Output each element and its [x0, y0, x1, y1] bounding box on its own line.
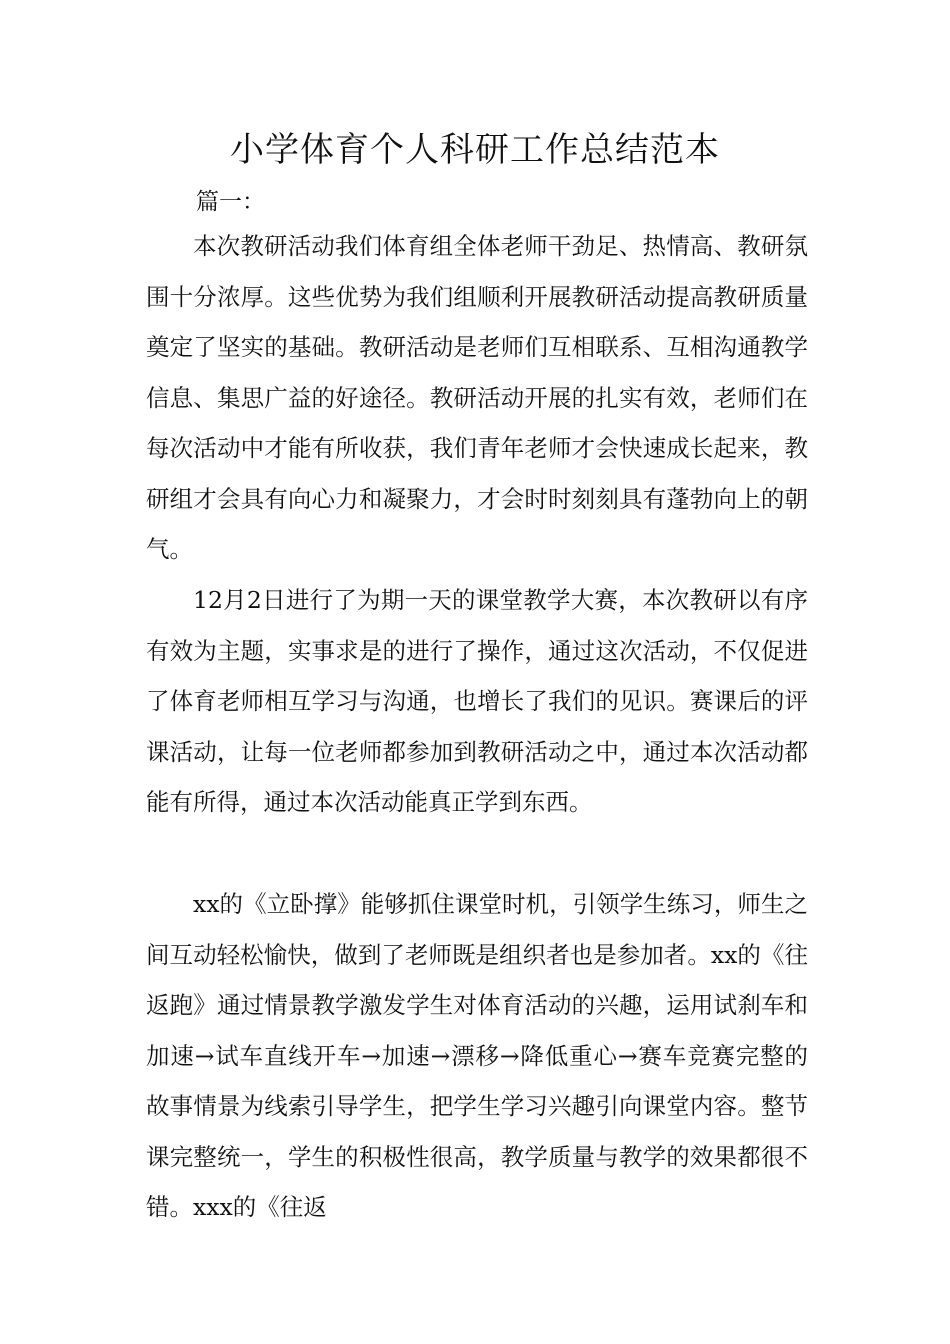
paragraph-1: 本次教研活动我们体育组全体老师干劲足、热情高、教研氛围十分浓厚。这些优势为我们组顺利开展教研活动提高教研质量奠定了坚实的基础。教研活动是老师们互相联系、互相沟通教学信息、集思广益的好途径。教研活动开展的扎实有效，老师们在每次活动中才能有所收获，我们青年老师才会快速成长起来，教研组才会具有向心力和凝聚力，才会时时刻刻具有蓬勃向上的朝气。	[146, 232, 808, 563]
section-label: 篇一：	[196, 189, 265, 215]
paragraph-3: xx的《立卧撑》能够抓住课堂时机，引领学生练习，师生之间互动轻松愉快，做到了老师既是组织者也是参加者。xx的《往返跑》通过情景教学激发学生对体育活动的兴趣，运用试刹车和加速→试车直线开车→加速→漂移→降低重心→赛车竞赛完整的故事情景为线索引导学生，把学生学习兴趣引向课堂内容。整节课完整统一，学生的积极性很高，教学质量与教学的效果都很不错。xxx的《往返	[146, 890, 808, 1221]
document-title: 小学体育个人科研工作总结范本	[230, 130, 720, 170]
paragraph-2: 12月2日进行了为期一天的课堂教学大赛，本次教研以有序有效为主题，实事求是的进行了操作，通过这次活动，不仅促进了体育老师相互学习与沟通，也增长了我们的见识。赛课后的评课活动，让每一位老师都参加到教研活动之中，通过本次活动都能有所得，通过本次活动能真正学到东西。	[146, 586, 808, 816]
